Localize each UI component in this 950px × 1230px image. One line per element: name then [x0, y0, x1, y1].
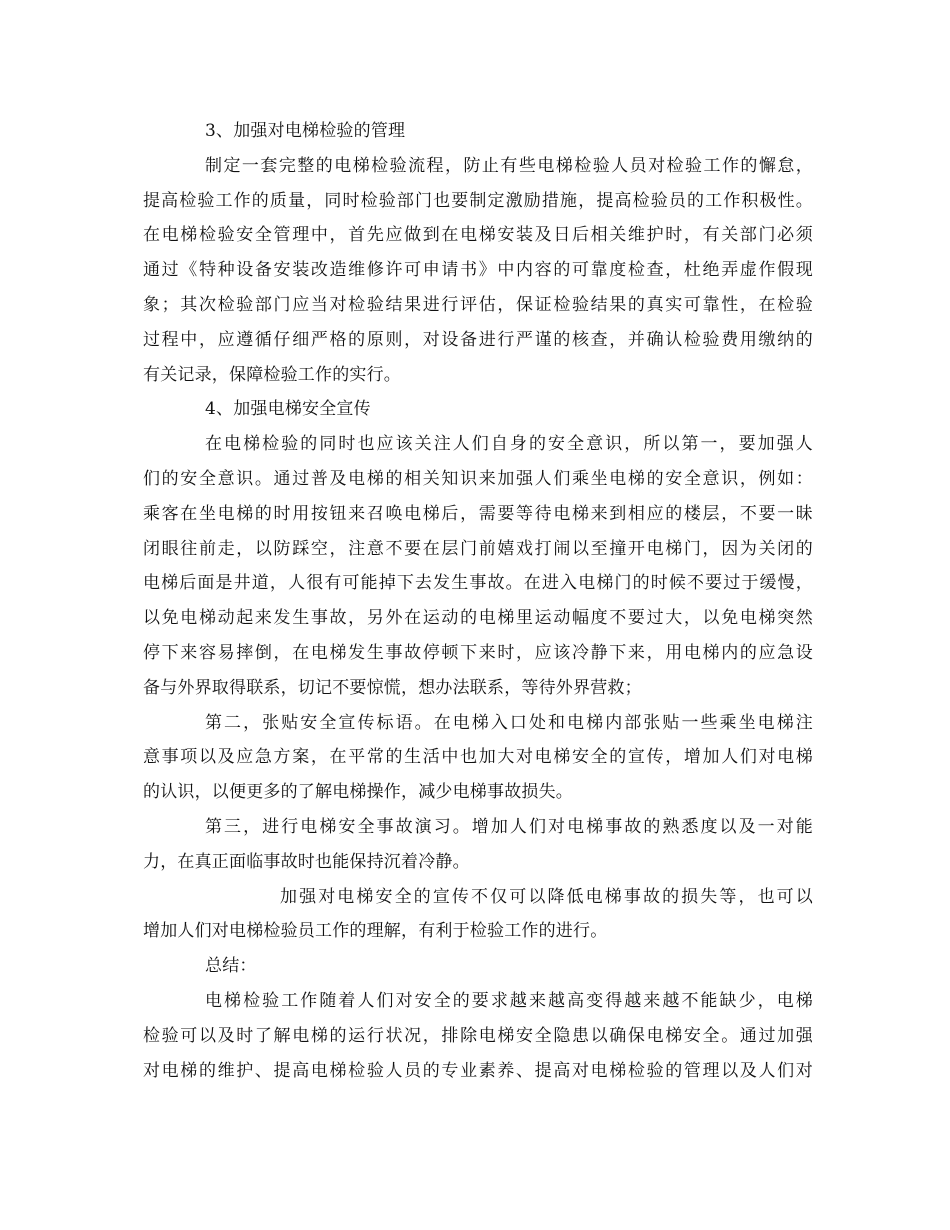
section-heading-3: 3、加强对电梯检验的管理: [205, 121, 406, 141]
paragraph-line: 检验可以及时了解电梯的运行状况，排除电梯安全隐患以确保电梯安全。通过加强: [143, 1025, 813, 1046]
paragraph-line: 加强对电梯安全的宣传不仅可以降低电梯事故的损失等，也可以: [280, 886, 813, 907]
paragraph-line: 停下来容易摔倒，在电梯发生事故停顿下来时，应该冷静下来，用电梯内的应急设: [143, 642, 813, 663]
paragraph-line: 对电梯的维护、提高电梯检验人员的专业素养、提高对电梯检验的管理以及人们对: [143, 1060, 813, 1081]
paragraph-line: 意事项以及应急方案，在平常的生活中也加大对电梯安全的宣传，增加人们对电梯: [143, 747, 813, 768]
section-heading-4: 4、加强电梯安全宣传: [205, 399, 371, 420]
paragraph-line: 们的安全意识。通过普及电梯的相关知识来加强人们乘坐电梯的安全意识，例如：: [143, 468, 813, 489]
paragraph-line: 电梯后面是井道，人很有可能掉下去发生事故。在进入电梯门的时候不要过于缓慢，: [143, 573, 813, 594]
paragraph-line: 闭眼往前走，以防踩空，注意不要在层门前嬉戏打闹以至撞开电梯门，因为关闭的: [143, 538, 813, 559]
paragraph-line: 力，在真正面临事故时也能保持沉着冷静。: [143, 851, 470, 872]
paragraph-line: 备与外界取得联系，切记不要惊慌，想办法联系，等待外界营救；: [143, 677, 642, 698]
paragraph-line: 制定一套完整的电梯检验流程，防止有些电梯检验人员对检验工作的懈怠，: [205, 155, 813, 176]
paragraph-line: 电梯检验工作随着人们对安全的要求越来越高变得越来越不能缺少，电梯: [205, 990, 813, 1011]
paragraph-line: 通过《特种设备安装改造维修许可申请书》中内容的可靠度检查，杜绝弄虚作假现: [143, 260, 813, 281]
summary-heading: 总结：: [205, 956, 257, 977]
paragraph-line: 乘客在坐电梯的时用按钮来召唤电梯后，需要等待电梯来到相应的楼层，不要一昧: [143, 503, 813, 524]
paragraph-line: 增加人们对电梯检验员工作的理解，有利于检验工作的进行。: [143, 921, 608, 942]
paragraph-line: 第二，张贴安全宣传标语。在电梯入口处和电梯内部张贴一些乘坐电梯注: [205, 712, 813, 733]
paragraph-line: 的认识，以便更多的了解电梯操作，减少电梯事故损失。: [143, 782, 573, 803]
paragraph-line: 以免电梯动起来发生事故，另外在运动的电梯里运动幅度不要过大，以免电梯突然: [143, 608, 813, 629]
paragraph-line: 提高检验工作的质量，同时检验部门也要制定激励措施，提高检验员的工作积极性。: [143, 190, 813, 211]
paragraph-line: 有关记录，保障检验工作的实行。: [143, 364, 401, 385]
paragraph-line: 在电梯检验安全管理中，首先应做到在电梯安装及日后相关维护时，有关部门必须: [143, 225, 813, 246]
paragraph-line: 在电梯检验的同时也应该关注人们自身的安全意识，所以第一，要加强人: [205, 434, 813, 455]
paragraph-line: 象；其次检验部门应当对检验结果进行评估，保证检验结果的真实可靠性，在检验: [143, 294, 813, 315]
document-body: [143, 114, 813, 1088]
paragraph-line: 第三，进行电梯安全事故演习。增加人们对电梯事故的熟悉度以及一对能: [205, 816, 813, 837]
paragraph-line: 过程中，应遵循仔细严格的原则，对设备进行严谨的核查，并确认检验费用缴纳的: [143, 329, 813, 350]
